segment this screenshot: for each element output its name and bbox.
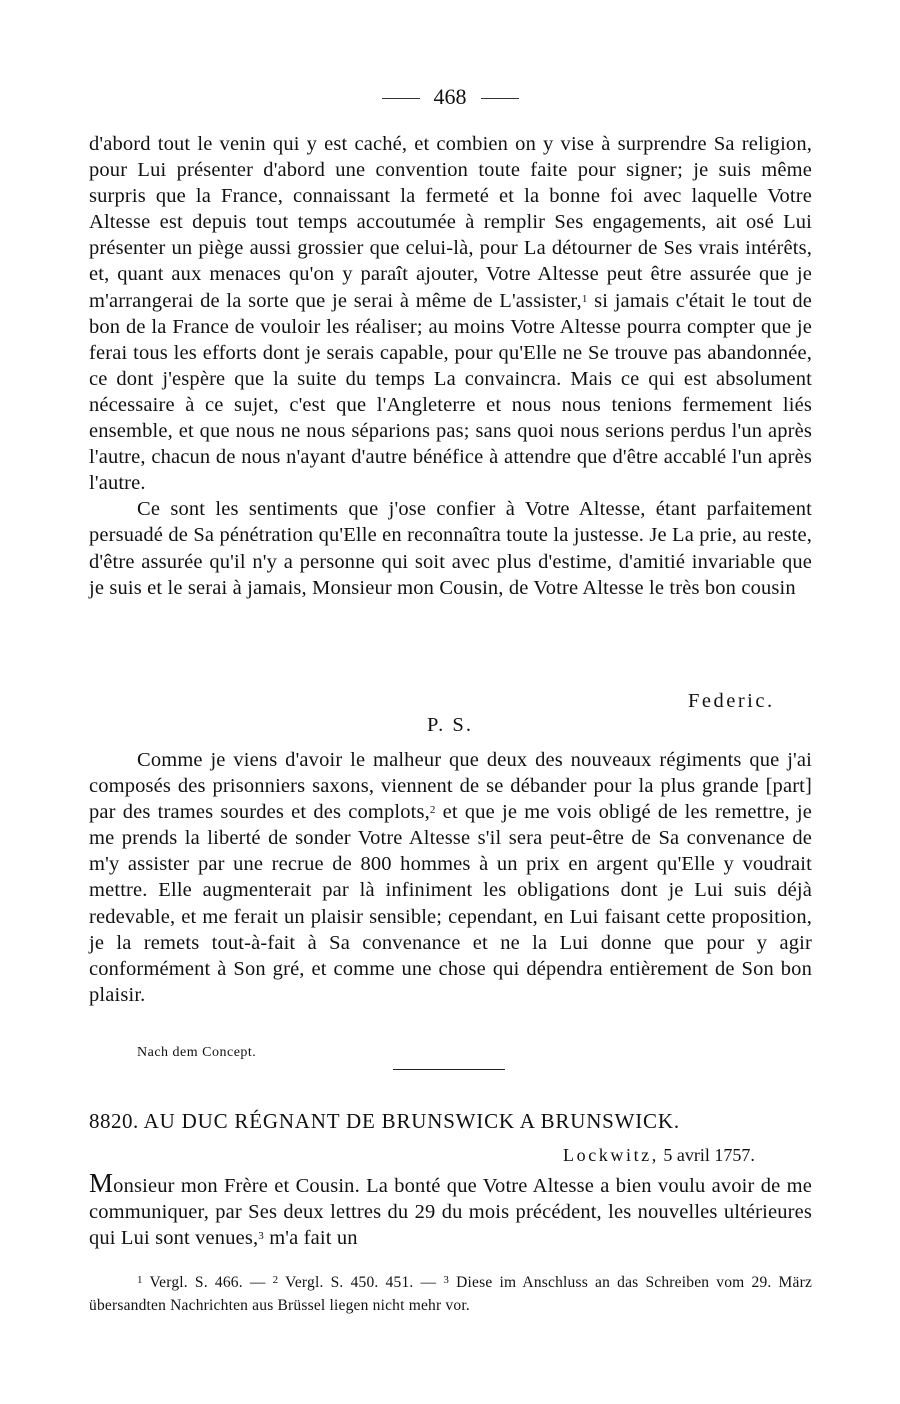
dateline-place: Lockwitz, <box>563 1145 659 1165</box>
footnote-3: Diese im Anschluss an das Schreiben vom 29. März übersandten Nachrichten aus Brüssel liegen nicht mehr vor. <box>89 1274 813 1314</box>
header-dash-right <box>481 98 519 99</box>
page-number: 468 <box>433 84 467 109</box>
footnote-mark: 2 <box>272 1274 279 1286</box>
letter-opening <box>89 1170 812 1251</box>
footnote-2: Vergl. S. 450. 451. — <box>285 1274 437 1291</box>
footnote-1: Vergl. S. 466. — <box>149 1274 266 1291</box>
footnotes <box>89 1271 812 1317</box>
footnote-ref: 2 <box>429 804 436 817</box>
postscript-body <box>89 747 812 1008</box>
footnote-ref: 1 <box>581 292 588 305</box>
postscript-heading: P. S. <box>427 714 473 736</box>
dateline-date: 5 avril 1757. <box>663 1145 755 1165</box>
footnote-mark: 1 <box>137 1274 143 1286</box>
page-header <box>0 82 900 112</box>
letter-heading <box>89 1107 812 1135</box>
letter-opening-paragraph: Monsieur mon Frère et Cousin. La bonté que Votre Altesse a bien voulu avoir de me communiquer, par Ses deux lettres du 29 du mois précédent, les nouvelles ultérieures qui Lui sont venues,$^3$ m'a fait un <box>89 1168 812 1250</box>
section-divider <box>393 1069 505 1070</box>
header-dash-left <box>382 98 420 99</box>
letter-title: AU DUC RÉGNANT DE BRUNSWICK A BRUNSWICK. <box>143 1109 680 1133</box>
letter-number: 8820. <box>89 1109 139 1133</box>
body-paragraph: Ce sont les sentiments que j'ose confier à Votre Altesse, étant parfaitement persuadé de Sa pénétration qu'Elle en reconnaîtra toute la justesse. Je La prie, au reste, d'être assurée qu'il n'y a personne qui soit avec plus d'estime, d'amitié invariable que je suis et le serai à jamais, Monsieur mon Cousin, de Votre Altesse le très bon cousin <box>89 498 812 599</box>
footnote-ref: 3 <box>258 1230 264 1243</box>
dateline <box>563 1145 755 1166</box>
source-note: Nach dem Concept. <box>137 1045 257 1060</box>
initial-letter: M <box>89 1168 114 1198</box>
footnote-mark: 3 <box>443 1274 450 1286</box>
body-paragraph: d'abord tout le venin qui y est caché, et combien on y vise à surprendre Sa religion, pour Lui présenter d'abord une convention toute faite pour signer; je suis même surpris que la France, connaissant la fermeté et la bonne foi avec laquelle Votre Altesse est depuis tout temps accoutumée à remplir Ses engagements, ait osé Lui présenter un piège aussi grossier que celui-là, pour La détourner de Ses vrais intérêts, et, quant aux menaces qu'on y paraît ajouter, Votre Altesse peut être assurée que je m'arrangerai de la sorte que je serai à même de L'assister,$^1$ si jamais c'était le tout de bon de la France de vouloir les réaliser; au moins Votre Altesse pourra compter que je ferai tous les efforts dont je serais capable, pour qu'Elle ne Se trouve pas abandonnée, ce dont j'espère que la suite du temps La convaincra. Mais ce qui est absolument nécessaire à ce sujet, c'est que l'Angleterre et nous nous tenions fermement liés ensemble, et que nous ne nous séparions pas; sans quoi nous serions perdus l'un après l'autre, chacun de nous n'ayant d'autre bénéfice à attendre que d'être accablé l'un après l'autre. <box>89 133 812 495</box>
postscript-paragraph: Comme je viens d'avoir le malheur que deux des nouveaux régiments que j'ai composés des prisonniers saxons, viennent de se débander pour la plus grande [part] par des trames sourdes et des complots,$^2$ et que je me vois obligé de les remettre, je me prends la liberté de sonder Votre Altesse s'il sera peut-être de Sa convenance de m'y assister par une recrue de 800 hommes à un prix en argent qu'Elle y voudrait mettre. Elle augmenterait par là infiniment les obligations dont je Lui suis déjà redevable, et me ferait un plaisir sensible; cependant, en Lui faisant cette proposition, je la remets tout-à-fait à Sa convenance et ne la Lui donne que pour y agir conformément à Son gré, et comme une chose qui dépendra entièrement de Son bon plaisir. <box>89 749 812 1006</box>
letter-body <box>89 131 812 601</box>
signature: Federic. <box>688 690 775 712</box>
